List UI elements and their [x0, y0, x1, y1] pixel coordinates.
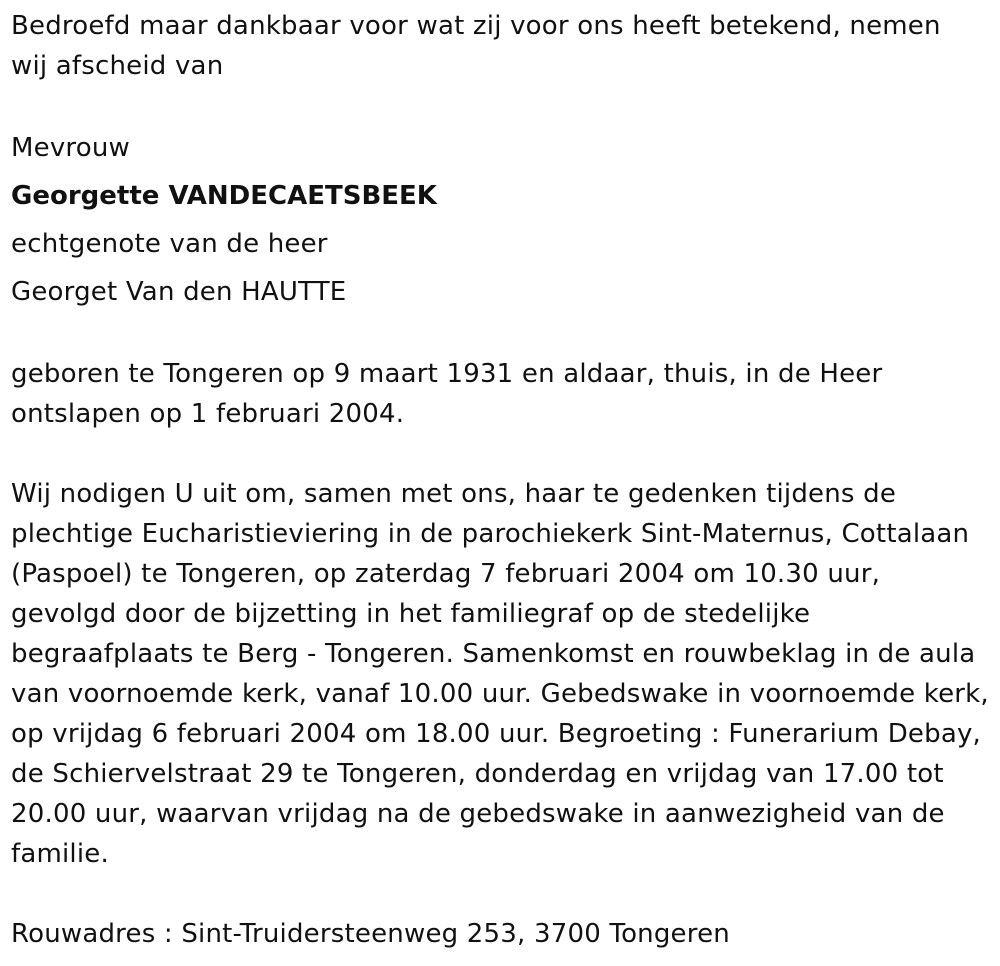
birth-death-line-2: ontslapen op 1 februari 2004.: [11, 399, 405, 429]
invitation-line-7: op vrijdag 6 februari 2004 om 18.00 uur. Begroeting : Funerarium Debay,: [11, 719, 982, 749]
invitation-line-4: gevolgd door de bijzetting in het familiegraf op de stedelijke: [11, 599, 811, 629]
spacer: [11, 316, 996, 356]
relation-text: echtgenote van de heer: [11, 229, 328, 259]
birth-death-line-1: geboren te Tongeren op 9 maart 1931 en aldaar, thuis, in de Heer: [11, 359, 883, 389]
invitation-line-10: familie.: [11, 839, 109, 869]
invitation-paragraph: [11, 474, 996, 874]
address-paragraph: [11, 914, 996, 954]
birth-death-paragraph: [11, 354, 996, 434]
invitation-line-1: Wij nodigen U uit om, samen met ons, haar te gedenken tijdens de: [11, 479, 897, 509]
invitation-line-5: begraafplaats te Berg - Tongeren. Samenkomst en rouwbeklag in de aula: [11, 639, 976, 669]
honorific: Mevrouw: [11, 133, 130, 163]
spacer: [11, 874, 996, 914]
deceased-block: [11, 124, 996, 316]
spouse-name: Georget Van den HAUTTE: [11, 277, 347, 307]
invitation-line-2: plechtige Eucharistieviering in de parochiekerk Sint-Maternus, Cottalaan: [11, 519, 970, 549]
invitation-line-8: de Schiervelstraat 29 te Tongeren, donderdag en vrijdag van 17.00 tot: [11, 759, 944, 789]
invitation-line-9: 20.00 uur, waarvan vrijdag na de gebedswake in aanwezigheid van de: [11, 799, 945, 829]
spacer: [11, 434, 996, 474]
intro-line-2: wij afscheid van: [11, 51, 224, 81]
deceased-name: Georgette VANDECAETSBEEK: [11, 181, 437, 211]
mourning-address: Rouwadres : Sint-Truidersteenweg 253, 3700 Tongeren: [11, 919, 730, 949]
intro-paragraph: [11, 6, 996, 86]
spacer: [11, 86, 996, 126]
invitation-line-3: (Paspoel) te Tongeren, op zaterdag 7 februari 2004 om 10.30 uur,: [11, 559, 881, 589]
intro-line-1: Bedroefd maar dankbaar voor wat zij voor ons heeft betekend, nemen: [11, 11, 941, 41]
invitation-line-6: van voornoemde kerk, vanaf 10.00 uur. Gebedswake in voornoemde kerk,: [11, 679, 989, 709]
obituary-document: [11, 6, 996, 954]
